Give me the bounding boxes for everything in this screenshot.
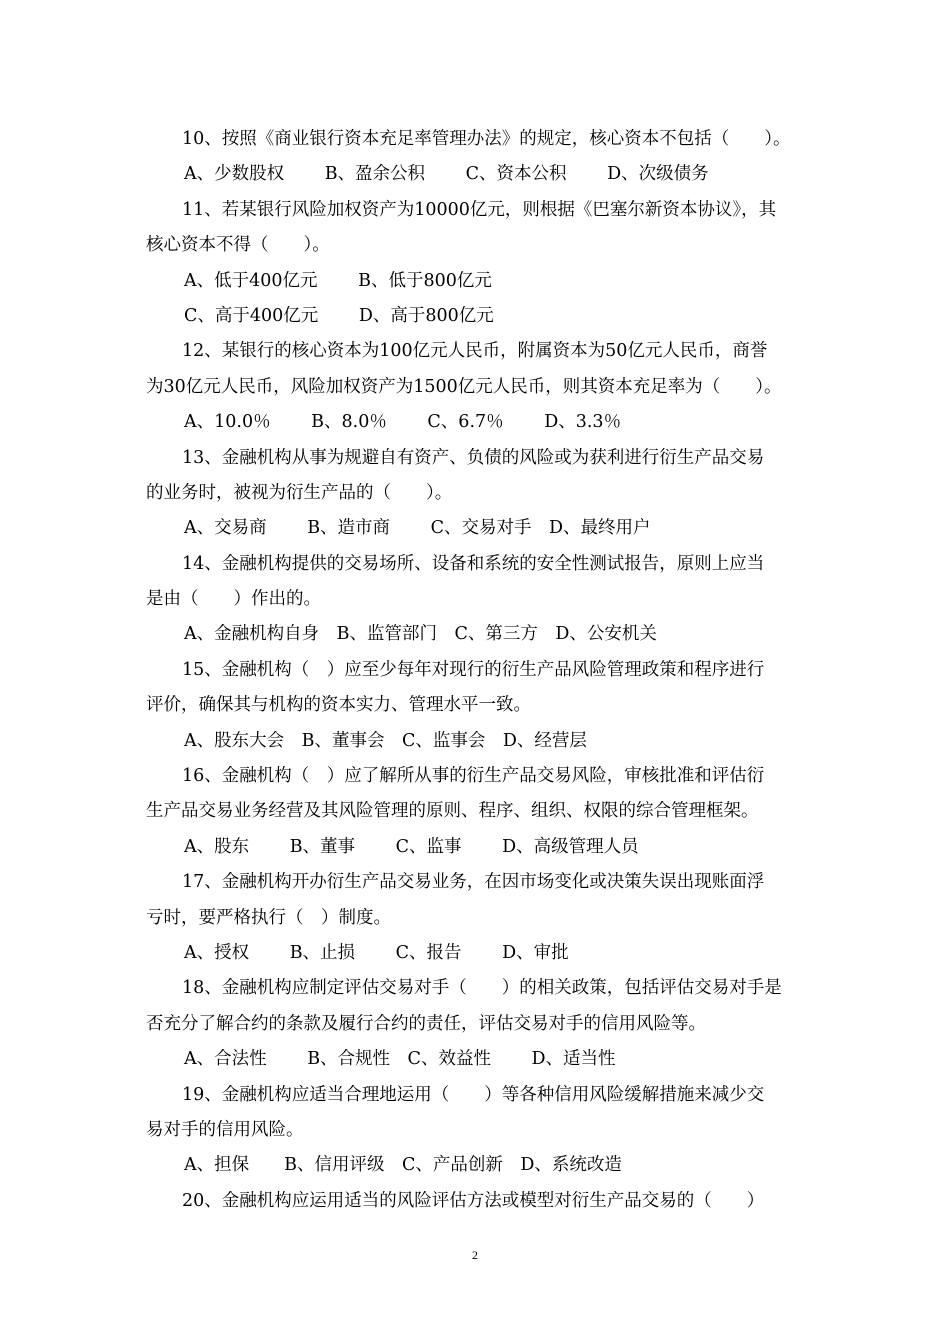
question-12-cont: 为30亿元人民币，风险加权资产为1500亿元人民币，则其资本充足率为（ ）。 <box>146 376 782 397</box>
question-11: 11、若某银行风险加权资产为10000亿元，则根据《巴塞尔新资本协议》，其 <box>182 199 777 220</box>
options-18: A、合法性 B、合规性 C、效益性 D、适当性 <box>184 1049 616 1070</box>
options-11-a: A、低于400亿元 B、低于800亿元 <box>184 270 492 291</box>
question-18: 18、金融机构应制定评估交易对手（ ）的相关政策，包括评估交易对手是 <box>182 978 782 999</box>
options-17: A、授权 B、止损 C、报告 D、审批 <box>184 942 569 963</box>
question-10: 10、按照《商业银行资本充足率管理办法》的规定，核心资本不包括（ ）。 <box>182 129 791 149</box>
page-number: 2 <box>472 1248 478 1262</box>
question-16-cont: 生产品交易业务经营及其风险管理的原则、程序、组织、权限的综合管理框架。 <box>146 801 759 822</box>
question-14-cont: 是由（ ）作出的。 <box>146 589 321 610</box>
question-13: 13、金融机构从事为规避自有资产、负债的风险或为获利进行衍生产品交易 <box>182 447 765 468</box>
question-14: 14、金融机构提供的交易场所、设备和系统的安全性测试报告，原则上应当 <box>182 553 765 574</box>
question-12: 12、某银行的核心资本为100亿元人民币，附属资本为50亿元人民币，商誉 <box>182 341 768 362</box>
question-16: 16、金融机构（ ）应了解所从事的衍生产品交易风险，审核批准和评估衍 <box>182 766 765 787</box>
options-10: A、少数股权 B、盈余公积 C、资本公积 D、次级债务 <box>184 164 709 185</box>
options-19: A、担保 B、信用评级 C、产品创新 D、系统改造 <box>184 1155 622 1176</box>
question-15-cont: 评价，确保其与机构的资本实力、管理水平一致。 <box>146 695 531 716</box>
question-20: 20、金融机构应运用适当的风险评估方法或模型对衍生产品交易的（ ） <box>182 1190 765 1211</box>
question-11-cont: 核心资本不得（ ）。 <box>146 235 330 256</box>
question-15: 15、金融机构（ ）应至少每年对现行的衍生产品风险管理政策和程序进行 <box>182 659 765 680</box>
question-19-cont: 易对手的信用风险。 <box>146 1119 304 1140</box>
question-18-cont: 否充分了解合约的条款及履行合约的责任，评估交易对手的信用风险等。 <box>146 1013 706 1034</box>
options-14: A、金融机构自身 B、监管部门 C、第三方 D、公安机关 <box>184 624 657 645</box>
question-17-cont: 亏时，要严格执行（ ）制度。 <box>146 907 391 928</box>
options-13: A、交易商 B、造市商 C、交易对手 D、最终用户 <box>184 518 651 539</box>
question-19: 19、金融机构应适当合理地运用（ ）等各种信用风险缓解措施来减少交 <box>182 1084 765 1105</box>
options-16: A、股东 B、董事 C、监事 D、高级管理人员 <box>184 836 639 857</box>
options-15: A、股东大会 B、董事会 C、监事会 D、经营层 <box>184 730 587 751</box>
question-17: 17、金融机构开办衍生产品交易业务，在因市场变化或决策失误出现账面浮 <box>182 872 765 893</box>
options-12: A、10.0％ B、8.0％ C、6.7％ D、3.3％ <box>184 412 622 433</box>
question-text <box>146 122 812 1219</box>
options-11-c: C、高于400亿元 D、高于800亿元 <box>184 305 494 326</box>
question-13-cont: 的业务时，被视为衍生产品的（ ）。 <box>146 482 453 503</box>
